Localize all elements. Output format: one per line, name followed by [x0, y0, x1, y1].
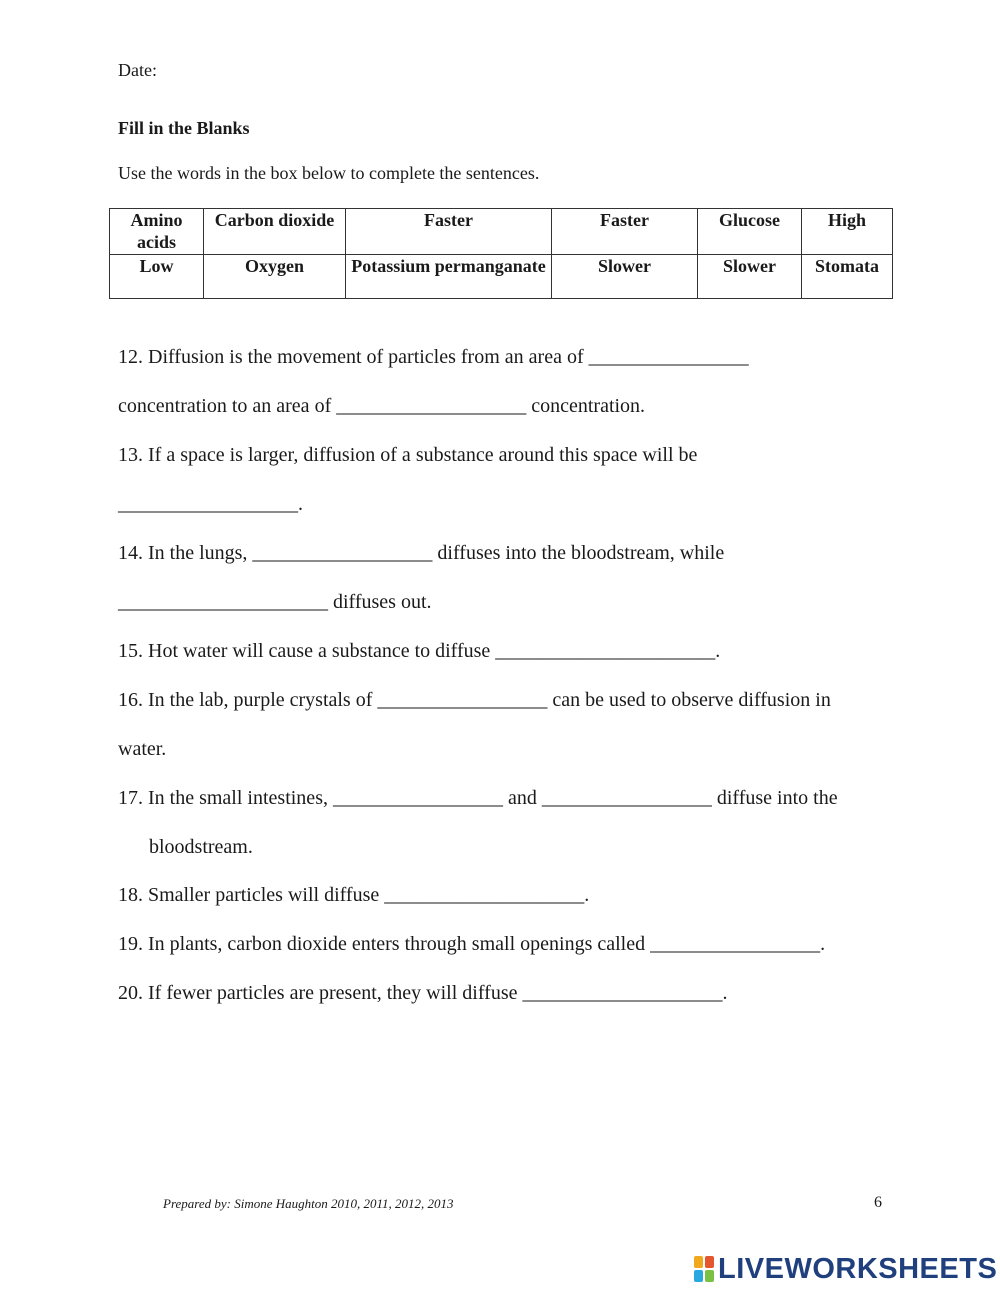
word-box-cell: Faster [552, 209, 698, 255]
word-box-cell: Stomata [802, 255, 893, 299]
word-box-cell: Faster [346, 209, 552, 255]
question-18[interactable]: 18. Smaller particles will diffuse ____________________. [118, 884, 590, 906]
instruction-text: Use the words in the box below to complete the sentences. [118, 163, 540, 183]
question-12-line-1[interactable]: 12. Diffusion is the movement of particles from an area of ________________ [118, 346, 749, 368]
word-box-cell: Potassium permanganate [346, 255, 552, 299]
word-box-cell: Carbon dioxide [204, 209, 346, 255]
word-box-table [109, 208, 893, 299]
question-14-line-1[interactable]: 14. In the lungs, __________________ diffuses into the bloodstream, while [118, 542, 725, 564]
liveworksheets-logo-icon [694, 1256, 714, 1282]
question-12-line-2[interactable]: concentration to an area of ___________________ concentration. [118, 395, 646, 417]
word-box-row [110, 255, 893, 299]
question-17-line-1[interactable]: 17. In the small intestines, _________________ and _________________ diffuse into the [118, 787, 838, 809]
word-box-cell: Slower [552, 255, 698, 299]
liveworksheets-logo [694, 1254, 997, 1284]
question-19[interactable]: 19. In plants, carbon dioxide enters through small openings called _________________. [118, 933, 826, 955]
footer-credit: Prepared by: Simone Haughton 2010, 2011, 2012, 2013 [163, 1196, 454, 1211]
word-box-cell: High [802, 209, 893, 255]
page-number: 6 [874, 1194, 882, 1211]
question-13-line-2[interactable]: __________________. [118, 493, 303, 515]
question-13-line-1: 13. If a space is larger, diffusion of a substance around this space will be [118, 444, 698, 466]
question-15[interactable]: 15. Hot water will cause a substance to diffuse ______________________. [118, 640, 721, 662]
section-heading: Fill in the Blanks [118, 118, 250, 138]
word-box-cell: Glucose [698, 209, 802, 255]
question-14-line-2[interactable]: _____________________ diffuses out. [118, 591, 432, 613]
word-box-row [110, 209, 893, 255]
liveworksheets-logo-text: LIVEWORKSHEETS [718, 1252, 998, 1285]
question-16-line-2: water. [118, 738, 167, 760]
word-box-cell: Oxygen [204, 255, 346, 299]
word-box-cell: Low [110, 255, 204, 299]
word-box-cell: Slower [698, 255, 802, 299]
word-box-cell: Amino acids [110, 209, 204, 255]
question-16-line-1[interactable]: 16. In the lab, purple crystals of _________________ can be used to observe diffusion in [118, 689, 831, 711]
question-20[interactable]: 20. If fewer particles are present, they will diffuse ____________________. [118, 982, 728, 1004]
date-label: Date: [118, 60, 157, 80]
question-17-line-2: bloodstream. [149, 836, 253, 858]
